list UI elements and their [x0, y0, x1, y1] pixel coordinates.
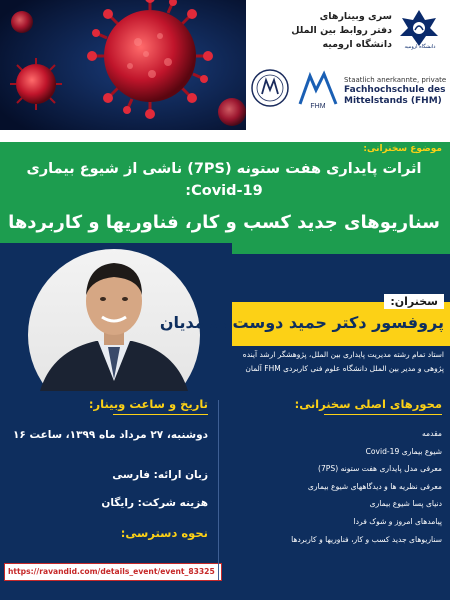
speaker-description	[4, 348, 444, 376]
series-line-3: دانشگاه ارومیه	[322, 39, 392, 50]
topic-label: موضوع سخنرانی:	[363, 144, 442, 154]
access-title: نحوه دسترسی:	[120, 526, 208, 540]
fhm-line-2: Fachhochschule des	[344, 85, 446, 95]
list-item: پیامدهای امروز و شوک فردا	[353, 516, 442, 526]
speaker-box	[159, 295, 450, 392]
speaker-desc-line-2: پژوهی و مدیر بین الملل دانشگاه علوم فنی کاربردی FHM آلمان	[245, 364, 444, 373]
topic-title-line-2: سناریوهای جدید کسب و کار، فناوریها و کاربردها	[8, 212, 440, 233]
event-details-column	[6, 396, 208, 541]
topic-title	[4, 158, 444, 238]
fhm-seal-logo	[250, 68, 290, 108]
fhm-logo-text: FHM	[310, 103, 326, 110]
covid-virus-image	[0, 0, 246, 130]
speaker-desc-line-1: استاد تمام رشته مدیریت پایداری بین الملل، پژوهشگر ارشد آینده	[242, 350, 444, 359]
date-title-underline	[113, 414, 208, 415]
list-item: دنیای پسا شیوع بیماری	[369, 499, 442, 509]
fhm-logo	[296, 70, 340, 110]
topics-title-underline	[324, 414, 442, 415]
event-url-link[interactable]: https://ravandid.com/details_event/event_83325	[4, 563, 222, 581]
event-language: زبان ارائه: فارسی	[112, 469, 208, 481]
event-fee: هزینه شرکت: رایگان	[101, 497, 208, 509]
series-line-1: سری وبینارهای	[319, 11, 392, 22]
virus-illustration	[0, 0, 246, 130]
list-item: معرفی مدل پایداری هفت ستونه (7PS)	[318, 464, 442, 474]
speaker-name: پروفسور دکتر حمید دوست محمدیان	[159, 313, 444, 332]
fhm-line-1: Staatlich anerkannte, private	[344, 76, 447, 84]
topic-title-line-1: اثرات پایداری هفت ستونه (7PS) ناشی از شیوع بیماری Covid-19:	[26, 161, 422, 199]
main-topics-list	[242, 425, 442, 548]
list-item: مقدمه	[421, 429, 442, 438]
list-item: معرفی نظریه ها و دیدگاههای شیوع بیماری	[307, 481, 442, 491]
series-line-2: دفتر روابط بین الملل	[291, 25, 392, 36]
main-topics-column	[242, 396, 442, 548]
fhm-line-3: Mittelstands (FHM)	[344, 96, 442, 106]
urmia-logo-caption: دانشگاه ارومیه	[404, 44, 436, 50]
speaker-label: سخنران:	[384, 294, 444, 309]
date-time-title: تاریخ و ساعت وبینار:	[88, 397, 208, 411]
webinar-series-title	[242, 10, 392, 52]
list-item: شیوع بیماری Covid-19	[365, 446, 442, 456]
header	[0, 0, 450, 142]
list-item: سناریوهای جدید کسب و کار، فناوریها و کاربردها	[291, 534, 442, 544]
event-date: دوشنبه، ۲۷ مرداد ماه ۱۳۹۹، ساعت ۱۶	[12, 429, 208, 441]
urmia-university-logo	[394, 6, 444, 66]
column-divider	[218, 400, 219, 580]
fhm-name-block	[344, 76, 448, 107]
topic-band	[0, 142, 450, 254]
main-topics-title: محورهای اصلی سخنرانی:	[294, 397, 442, 411]
